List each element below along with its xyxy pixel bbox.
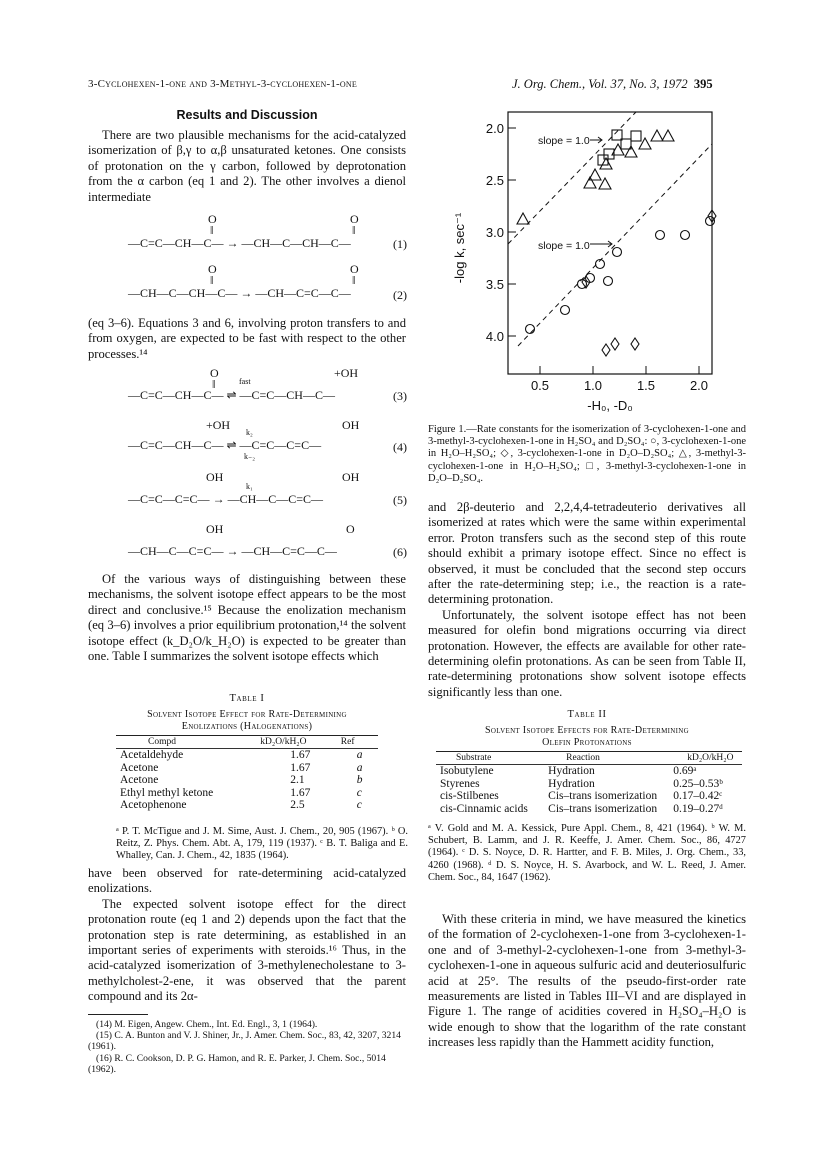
eq5-k: k₁ <box>246 482 253 491</box>
right-paragraph-3 <box>428 912 746 1051</box>
diamond-marker <box>631 338 639 350</box>
eq3-top-label: +OH <box>334 366 359 380</box>
table-cell: 2.1 <box>290 774 305 786</box>
left-paragraph-3 <box>88 572 406 664</box>
table-cell: Acetone <box>120 761 159 774</box>
eq6-reactant: —CH—C—C=C— <box>128 544 224 558</box>
equation-5: OH OH k₁ —C=C—C=C— → —CH—C—C=C— <box>128 470 360 506</box>
table-cell: c <box>356 799 362 811</box>
table-cell: Acetaldehyde <box>120 749 184 761</box>
footnote: (14) M. Eigen, Angew. Chem., Int. Ed. Engl., 3, 1 (1964). <box>96 1019 318 1030</box>
equation-4: +OH OH k₂ k₋₂ —C=C—CH—C— ⇌ —C=C—C=C— <box>128 418 360 461</box>
eq6-top-right: O <box>346 522 355 536</box>
table2-row <box>436 803 742 816</box>
table-cell: 2.5 <box>290 799 305 811</box>
x-tick-label: 2.0 <box>689 378 709 393</box>
footnotes <box>88 1019 406 1075</box>
triangle-marker <box>662 130 674 141</box>
paragraph-text: There are two plausible mechanisms for the acid-catalyzed isomerization of β,γ to α,β unsaturated ketones. One consists of protonation on the γ carbon, followed by deprotonation from the α carbon (eq 1 and 2). The other involves a dienol intermediate <box>88 128 406 204</box>
table2-notes: ᵃ V. Gold and M. A. Kessick, Pure Appl. Chem., 8, 421 (1964). ᵇ W. M. Schubert, B. Lamm, and J. R. Keeffe, J. Amer. Chem. Soc., 86, 4727 (1964). ᶜ D. S. Noyce, D. R. Hartter, and F. B. Miles, J. Org. Chem., 33, 4260 (1968). ᵈ D. S. Noyce, H. S. Avarbock, and W. L. Reed, J. Amer. Chem. Soc., 84, 1647 (1962). <box>428 823 746 883</box>
eq2-product: —CH—C=C—C— <box>255 286 351 300</box>
x-axis-label: -H₀, -D₀ <box>587 398 633 413</box>
eq2-reactant: —CH—C—CH—C— <box>128 286 238 300</box>
equation-3: O ‖ +OH fast —C=C—CH—C— ⇌ —C=C—CH—C— <box>128 366 359 402</box>
equation-1: O ‖ O ‖ —C=C—CH—C— → —CH—C—CH—C— <box>128 212 359 250</box>
circle-marker <box>656 231 665 240</box>
triangle-marker <box>517 213 529 224</box>
circle-marker <box>604 277 613 286</box>
eq3-reactant: —C=C—CH—C— <box>128 388 224 402</box>
table2-row <box>436 778 742 791</box>
square-marker <box>631 131 641 141</box>
circle-marker <box>681 231 690 240</box>
table-cell: cis-Cinnamic acids <box>440 802 528 815</box>
x-tick-label: 0.5 <box>530 378 550 393</box>
table-cell: 0.69ᵃ <box>673 765 697 777</box>
table-cell: Ethyl methyl ketone <box>120 786 214 799</box>
eq1-product: —CH—C—CH—C— <box>241 236 351 250</box>
footnote: (16) R. C. Cookson, D. P. G. Hamon, and R. E. Parker, J. Chem. Soc., 5014 (1962). <box>88 1052 386 1075</box>
y-tick-label: 4.0 <box>485 329 504 344</box>
paragraph-text: Of the various ways of distinguishing between these mechanisms, the solvent isotope effect appears to be the most direct and conclusive.¹⁵ Because the enolization mechanism (eq 3–6) involves a prior equilibrium protonation,¹⁴ the solvent isotope effect (k_D₂O/k_H₂O) is expected to be greater than one. Table I summarizes the solvent isotope effects which <box>88 572 406 664</box>
eq6-product: —CH—C=C—C— <box>241 544 337 558</box>
y-tick-label: 3.5 <box>485 277 504 292</box>
table1-title-line1: Solvent Isotope Effect for Rate-Determining <box>147 709 347 720</box>
table1-row <box>116 787 378 800</box>
table-cell: Acetone <box>120 774 159 786</box>
table1-row <box>116 762 378 775</box>
table1-title-line2: Enolizations (Halogenations) <box>181 721 313 732</box>
table-cell: Isobutylene <box>440 765 494 777</box>
y-tick-label: 2.5 <box>485 173 504 188</box>
paragraph-text: (eq 3–6). Equations 3 and 6, involving proton transfers to and from oxygen, are expected to be fast with respect to the other processes.¹⁴ <box>88 316 406 361</box>
table-cell: Acetophenone <box>120 799 187 811</box>
table-cell: b <box>356 774 363 786</box>
section-title: Results and Discussion <box>176 108 318 122</box>
eq2-number: (2) <box>393 288 407 302</box>
eq5-top-right: OH <box>342 470 360 484</box>
diamond-marker <box>602 344 610 356</box>
y-tick-label: 3.0 <box>485 225 504 240</box>
left-paragraph-4 <box>88 866 406 1005</box>
paragraph-text: have been observed for rate-determining acid-catalyzed enolizations. <box>88 866 406 896</box>
table1-col-header: kD₂O/kH₂O <box>256 736 337 749</box>
table1 <box>116 736 378 812</box>
table-cell: 0.19–0.27ᵈ <box>673 802 723 815</box>
eq4-top-right: OH <box>342 418 360 432</box>
x-tick-label: 1.0 <box>583 378 603 393</box>
left-paragraph-2 <box>88 316 406 362</box>
table1-row <box>116 774 378 787</box>
table2 <box>436 752 742 815</box>
table-cell: 1.67 <box>290 749 311 761</box>
eq5-top-left: OH <box>206 470 224 484</box>
paragraph-text: With these criteria in mind, we have measured the kinetics of the formation of 2-cyclohexen-1-one from 3-cyclohexen-1-one and of 3-methyl-2-cyclohexen-1-one from 3-methyl-3-cyclohexen-1-one in aqueous sulfuric acid and deuteriosulfuric acid at 25°. The results of the pseudo-first-order rate measurements are listed in Tables III–VI and are displayed in Figure 1. The range of acidities covered in H₂SO₄–H₂O is wide enough to show that the logarithm of the rate constant increases less rapidly than the Hammett acidity function, <box>428 912 746 1050</box>
eq4-number: (4) <box>393 440 407 454</box>
table-cell: Cis–trans isomerization <box>548 790 658 802</box>
table-cell: 0.25–0.53ᵇ <box>673 777 723 790</box>
eq5-reactant: —C=C—C=C— <box>128 492 210 506</box>
eq1-number: (1) <box>393 237 407 251</box>
y-tick-label: 2.0 <box>485 121 504 136</box>
figure-caption: Figure 1.—Rate constants for the isomerization of 3-cyclohexen-1-one and 3-methyl-3-cyclohexen-1-one in H₂SO₄ and D₂SO₄: ○, 3-cyclohexen-1-one in H₂O–H₂SO₄; ◇, 3-cyclohexen-1-one in D₂O–D₂SO₄; △, 3-methyl-3-cyclohexen-1-one in H₂O–H₂SO₄; □, 3-methyl-3-cyclohexen-1-one in D₂O–D₂SO₄. <box>428 424 746 484</box>
eq6-top-left: OH <box>206 522 224 536</box>
footnote: (15) C. A. Bunton and V. J. Shiner, Jr., J. Amer. Chem. Soc., 83, 42, 3207, 3214 (1961). <box>88 1030 401 1053</box>
triangle-marker <box>600 158 612 169</box>
journal-citation: J. Org. Chem., Vol. 37, No. 3, 1972 <box>512 77 688 91</box>
table-cell: Hydration <box>548 765 595 777</box>
eq5-number: (5) <box>393 493 407 507</box>
slope-label-lower: slope = 1.0 <box>538 240 590 252</box>
eq1-reactant: —C=C—CH—C— <box>128 236 224 250</box>
page-number: 395 <box>693 77 713 91</box>
table-cell: 0.17–0.42ᶜ <box>673 790 723 802</box>
table2-col-header: Reaction <box>538 752 669 765</box>
table-cell: c <box>356 786 362 799</box>
running-header-journal <box>512 77 713 92</box>
x-tick-label: 1.5 <box>636 378 656 393</box>
table-cell: 1.67 <box>290 786 311 799</box>
eq3-product: —C=C—CH—C— <box>239 388 335 402</box>
table2-title-line1: Solvent Isotope Effects for Rate-Determining <box>485 725 689 736</box>
eq4-k-forward: k₂ <box>246 428 253 437</box>
slope-label-upper: slope = 1.0 <box>538 135 590 147</box>
table2-title-line2: Olefin Protonations <box>542 737 632 748</box>
table2-row <box>436 765 742 778</box>
table2-row <box>436 790 742 803</box>
table2-label: Table II <box>567 709 607 720</box>
paragraph-text: The expected solvent isotope effect for the direct protonation route (eq 1 and 2) depends upon the fact that the protonation step is rate determining, as established in an important series of experiments with steroids.¹⁶ Thus, in the acid-catalyzed isomerization of 3-methylenecholestane to 3-methylcholest-2-ene, it was observed that the parent compound and its 2α- <box>88 896 406 1004</box>
equation-2: O ‖ O ‖ —CH—C—CH—C— → —CH—C=C—C— <box>128 262 359 300</box>
eq3-arrow-label: fast <box>239 377 251 386</box>
table1-col-header: Compd <box>116 736 256 749</box>
circle-marker <box>561 306 570 315</box>
table-cell: a <box>356 761 363 774</box>
table-cell: cis-Stilbenes <box>440 790 499 802</box>
table1-notes: ᵃ P. T. McTigue and J. M. Sime, Aust. J. Chem., 20, 905 (1967). ᵇ O. Reitz, Z. Phys. Chem. Abt. A, 179, 119 (1937). ᶜ B. T. Baliga and E. Whalley, Can. J. Chem., 42, 1835 (1964). <box>116 826 408 862</box>
table1-row <box>116 749 378 762</box>
eq4-product: —C=C—C=C— <box>239 438 322 452</box>
table-cell: a <box>356 749 363 761</box>
table-cell: Hydration <box>548 777 595 790</box>
table2-col-header: kD₂O/kH₂O <box>669 752 742 765</box>
slope-arrow <box>590 241 612 247</box>
eq5-product: —CH—C—C=C— <box>227 492 324 506</box>
table-cell: 1.67 <box>290 761 311 774</box>
footnote-rule <box>88 1014 148 1015</box>
running-header-title: 3-Cyclohexen-1-one and 3-Methyl-3-cyclohexen-1-one <box>88 78 357 90</box>
table-cell: Cis–trans isomerization <box>548 802 658 815</box>
paragraph-text: Unfortunately, the solvent isotope effect has not been measured for olefin bond migrations occurring via direct protonation. However, the effects are available for other rate-determining olefin protonations. As can be seen from Table II, rate-determining protonations show solvent isotope effects significantly less than one. <box>428 607 746 699</box>
table-cell: Styrenes <box>440 777 480 790</box>
slope-arrow <box>590 137 602 143</box>
eq3-number: (3) <box>393 389 407 403</box>
table2-col-header: Substrate <box>436 752 538 765</box>
right-paragraph-1 <box>428 500 746 700</box>
eq4-reactant: —C=C—CH—C— <box>128 438 224 452</box>
eq4-top-left: +OH <box>206 418 231 432</box>
circle-marker <box>613 248 622 257</box>
figure-1-plot <box>440 98 740 418</box>
circle-marker <box>526 325 535 334</box>
eq4-k-reverse: k₋₂ <box>244 452 256 461</box>
table1-col-header: Ref <box>337 736 378 749</box>
table1-row <box>116 799 378 812</box>
eq6-number: (6) <box>393 545 407 559</box>
table1-label: Table I <box>229 693 265 704</box>
left-paragraph-1 <box>88 128 406 205</box>
diamond-marker <box>611 338 619 350</box>
triangle-marker <box>651 130 663 141</box>
equation-6: OH O —CH—C—C=C— → —CH—C=C—C— <box>128 522 355 558</box>
paragraph-text: and 2β-deuterio and 2,2,4,4-tetradeuterio derivatives all isomerized at rates which were the same within experimental error. Proton transfers such as the second step of this route should exhibit a primary isotope effect. Since no effect is observed, it must be concluded that the second step occurs after the rate-determining step; i.e., the reaction is a rate-determining protonation. <box>428 500 746 607</box>
y-axis-label: -log k, sec⁻¹ <box>452 212 467 284</box>
